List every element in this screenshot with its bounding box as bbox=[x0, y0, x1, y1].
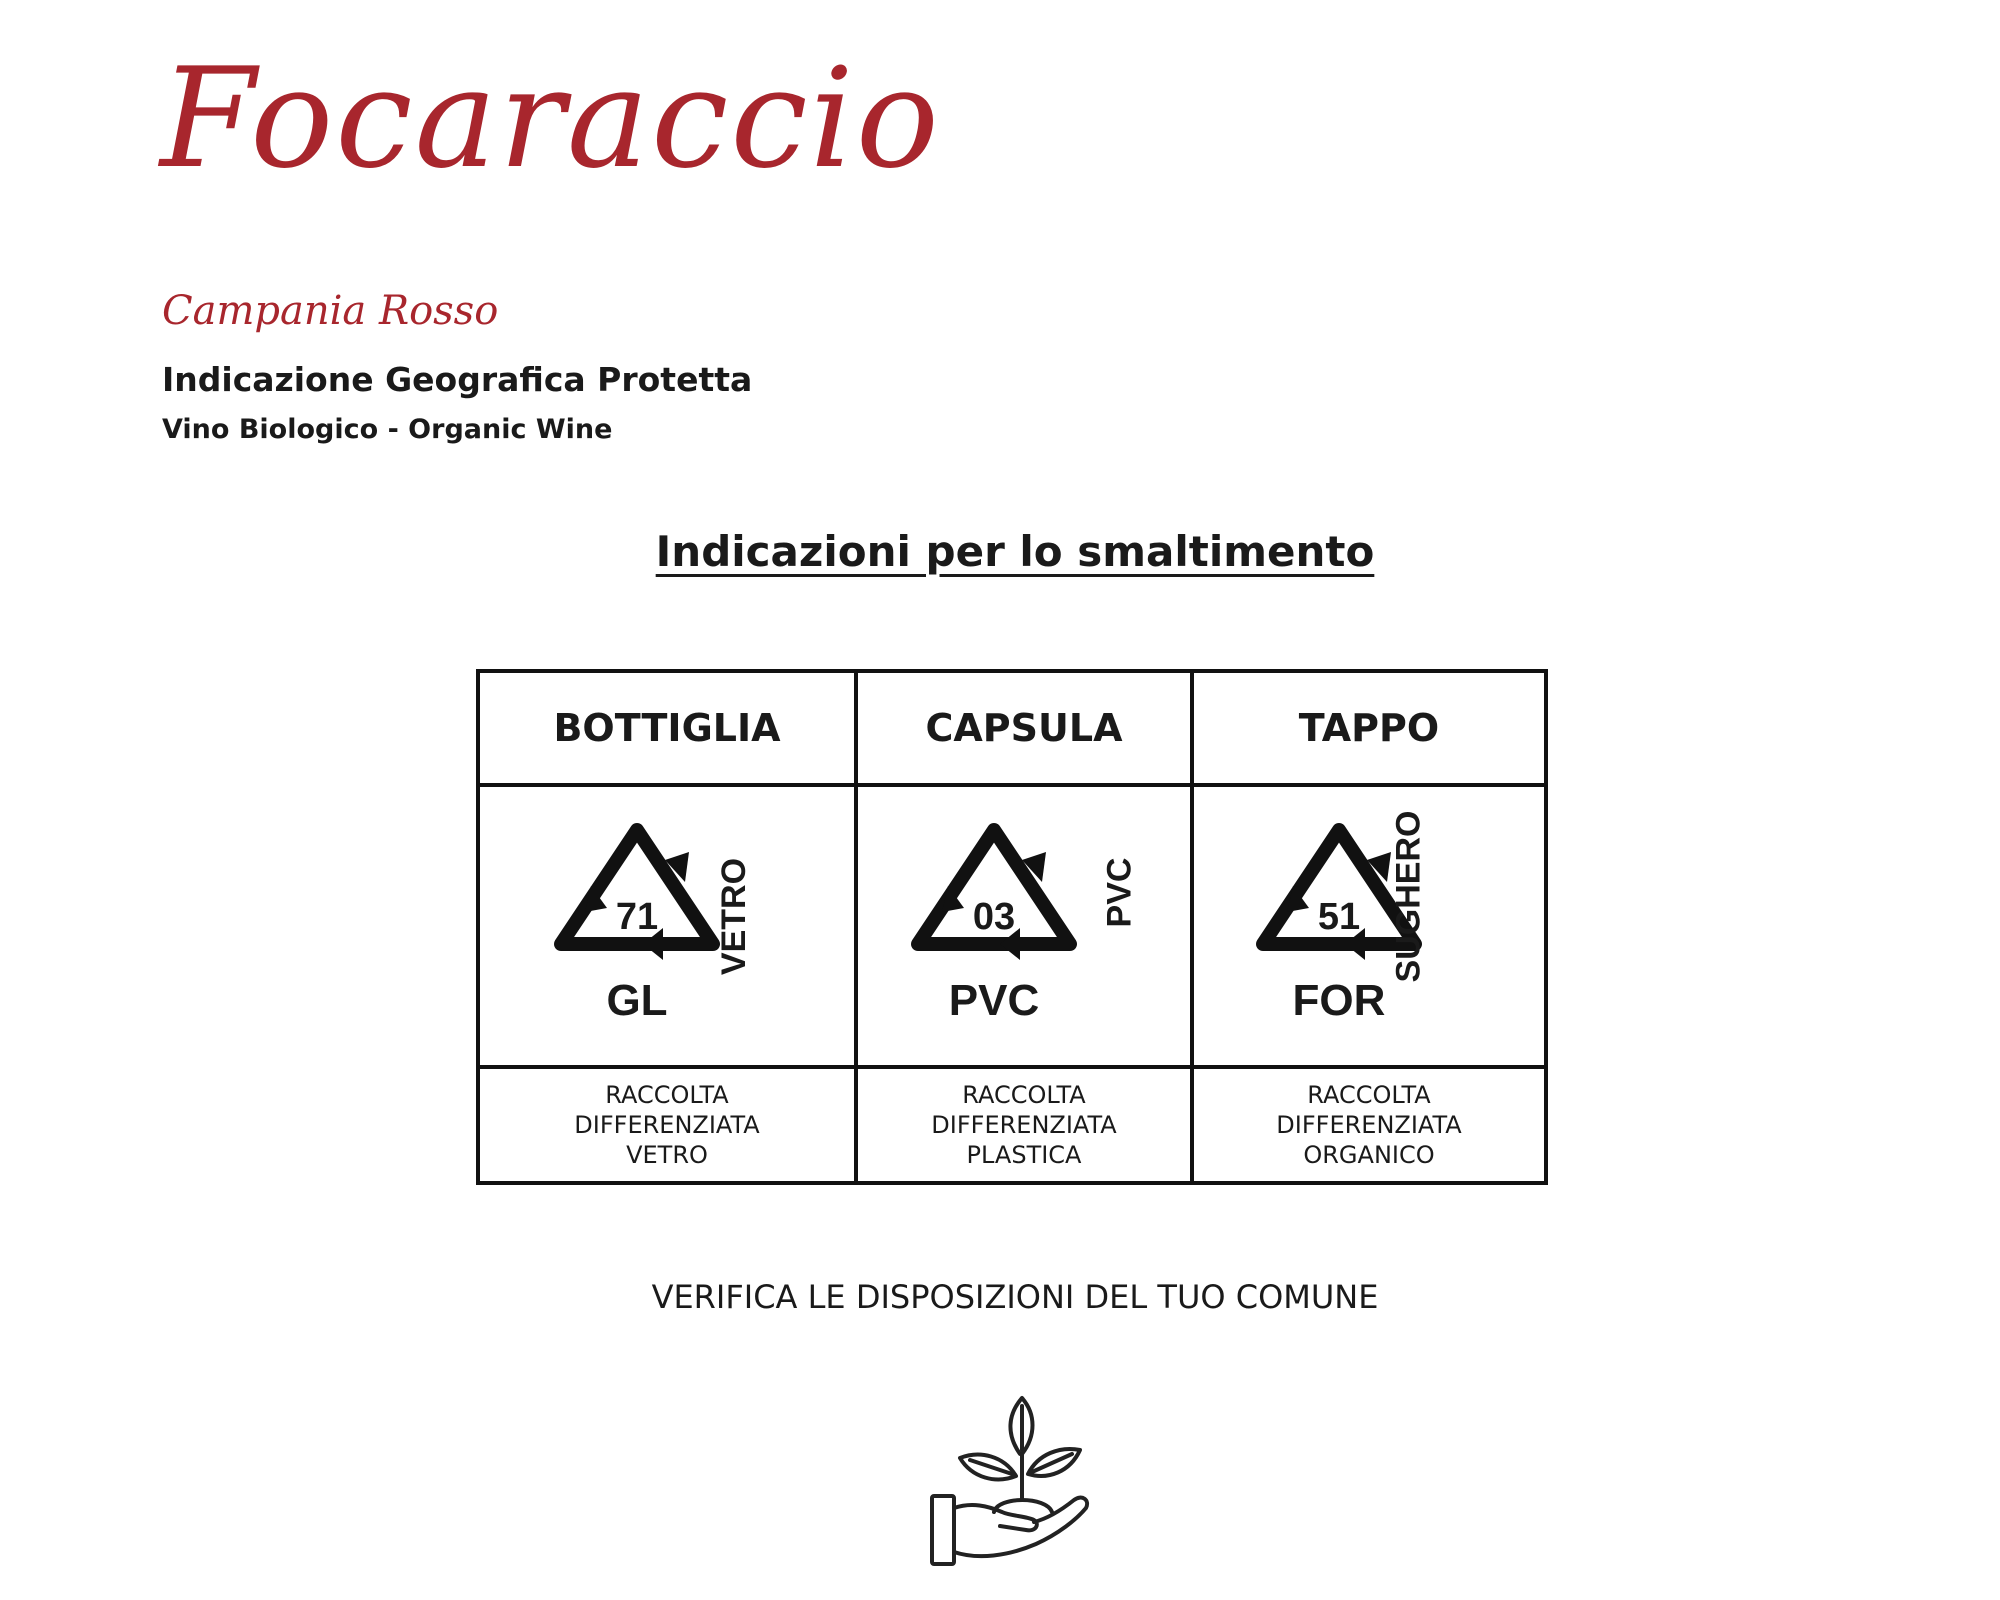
brand-logo-wordmark: Focaraccio bbox=[160, 38, 941, 199]
instructions-tappo bbox=[1194, 1069, 1544, 1181]
instructions-capsula bbox=[858, 1069, 1194, 1181]
disposal-title: Indicazioni per lo smaltimento bbox=[655, 527, 1375, 576]
instruction-line: DIFFERENZIATA bbox=[574, 1111, 760, 1139]
disposal-table bbox=[476, 669, 1548, 1185]
organic-label: Vino Biologico - Organic Wine bbox=[162, 414, 613, 445]
header-capsula: CAPSULA bbox=[858, 673, 1194, 787]
hand-holding-sprout-icon bbox=[918, 1384, 1108, 1574]
symbol-cell-capsula bbox=[858, 787, 1194, 1069]
code-number: 71 bbox=[615, 896, 659, 938]
symbol-cell-tappo bbox=[1194, 787, 1544, 1069]
recycling-triangle-icon bbox=[547, 816, 727, 966]
instruction-line: DIFFERENZIATA bbox=[931, 1111, 1117, 1139]
instructions-bottiglia bbox=[480, 1069, 858, 1181]
material-side-label: VETRO bbox=[715, 857, 754, 975]
instruction-line: ORGANICO bbox=[1303, 1141, 1435, 1169]
code-number: 51 bbox=[1317, 896, 1361, 938]
material-side-label: SUGHERO bbox=[1388, 810, 1427, 982]
appellation-label: Campania Rosso bbox=[162, 288, 499, 334]
instruction-line: VETRO bbox=[626, 1141, 708, 1169]
instruction-line: RACCOLTA bbox=[605, 1081, 729, 1109]
designation-label: Indicazione Geografica Protetta bbox=[162, 360, 753, 399]
material-side-label: PVC bbox=[1099, 857, 1138, 927]
instruction-line: RACCOLTA bbox=[1307, 1081, 1431, 1109]
code-number: 03 bbox=[972, 896, 1016, 938]
instruction-line: PLASTICA bbox=[966, 1141, 1082, 1169]
recycling-symbol-gl bbox=[547, 816, 787, 1036]
instruction-line: DIFFERENZIATA bbox=[1276, 1111, 1462, 1139]
recycling-triangle-icon bbox=[904, 816, 1084, 966]
code-abbreviation: GL bbox=[606, 976, 668, 1025]
recycling-symbol-pvc bbox=[904, 816, 1144, 1036]
code-abbreviation: PVC bbox=[948, 976, 1040, 1025]
header-bottiglia: BOTTIGLIA bbox=[480, 673, 858, 787]
symbol-cell-bottiglia bbox=[480, 787, 858, 1069]
instruction-line: RACCOLTA bbox=[962, 1081, 1086, 1109]
code-abbreviation: FOR bbox=[1292, 976, 1386, 1025]
recycling-symbol-for bbox=[1249, 810, 1489, 1036]
header-tappo: TAPPO bbox=[1194, 673, 1544, 787]
footer-note: VERIFICA LE DISPOSIZIONI DEL TUO COMUNE bbox=[651, 1278, 1379, 1316]
